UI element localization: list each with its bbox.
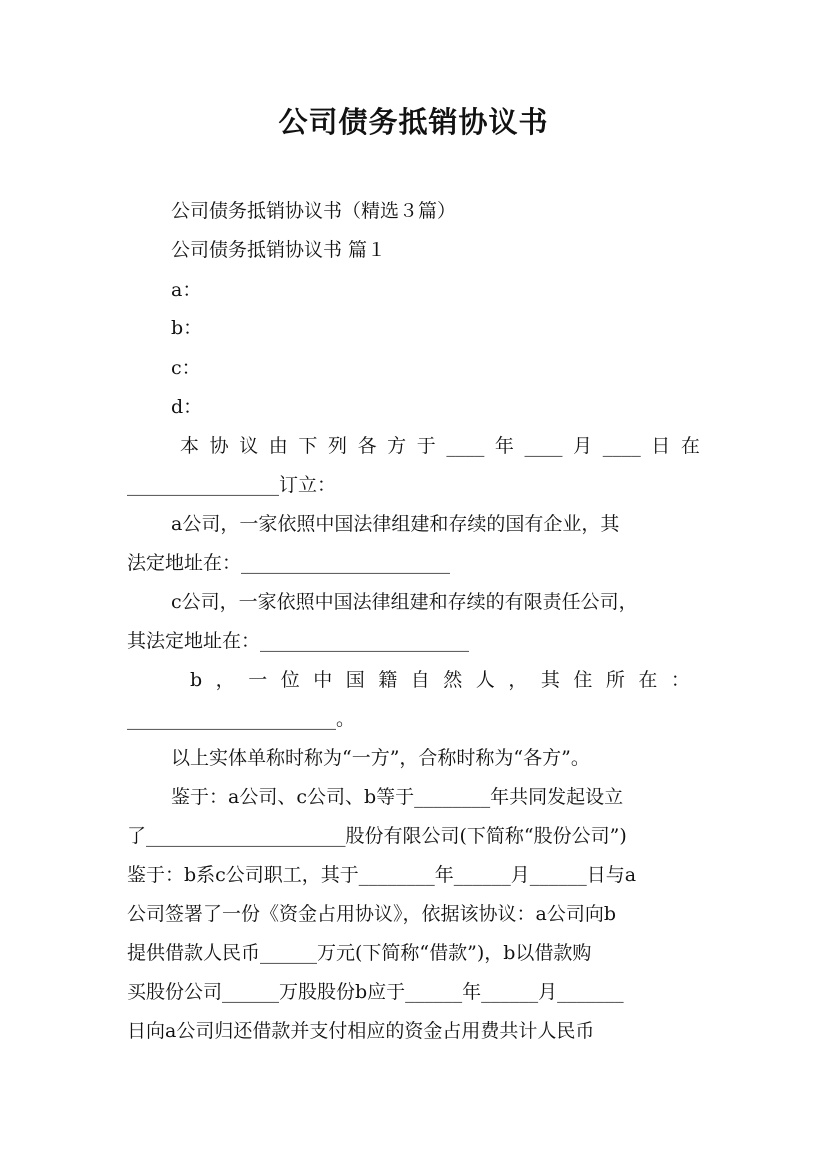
whereas-2-line-3: 提供借款人民币______万元(下简称“借款”)，b以借款购 <box>127 942 592 964</box>
party-b-desc-line-1 <box>190 668 690 692</box>
party-c-desc-line-2 <box>127 629 469 653</box>
intro-char: 在 <box>680 435 700 457</box>
party-a-address-blank: ______________________ <box>241 552 451 574</box>
party-b-label: b： <box>171 317 203 339</box>
intro-char: 议 <box>239 435 259 457</box>
party-c-address-label: 其法定地址在： <box>127 630 261 652</box>
whereas-2-line-5: 日向a公司归还借款并支付相应的资金占用费共计人民币 <box>127 1020 595 1042</box>
intro-blank: ____ <box>602 435 641 457</box>
party-b-char: 位 <box>280 669 300 691</box>
party-a-label: a： <box>171 279 202 301</box>
party-c-desc-line-1: c公司，一家依照中国法律组建和存续的有限责任公司， <box>171 591 638 613</box>
party-b-char: ， <box>215 669 235 691</box>
summary-line: 以上实体单称时称为“一方”，合称时称为“各方”。 <box>171 747 590 769</box>
whereas-1-line-1: 鉴于：a公司、c公司、b等于________年共同发起设立 <box>171 786 624 808</box>
document-title: 公司债务抵销协议书 <box>278 105 549 139</box>
party-b-char: 在 <box>638 669 658 691</box>
intro-char: 年 <box>494 435 514 457</box>
intro-char: 于 <box>416 435 436 457</box>
party-b-char: 籍 <box>378 669 398 691</box>
party-b-char: ， <box>508 669 528 691</box>
intro-place-blank: ________________ <box>127 474 279 496</box>
party-c-label: c： <box>171 357 201 379</box>
whereas-2-line-4: 买股份公司______万股股份b应于______年______月_______ <box>127 981 624 1003</box>
party-c-address-blank: ______________________ <box>260 630 470 652</box>
document-subtitle: 公司债务抵销协议书（精选３篇） <box>171 200 457 222</box>
intro-char: 本 <box>180 435 200 457</box>
whereas-1-line-2: 了_____________________股份有限公司(下简称“股份公司”) <box>127 825 627 847</box>
party-b-period: 。 <box>336 708 356 730</box>
whereas-2-line-1: 鉴于：b系c公司职工，其于________年______月______日与a <box>127 864 637 886</box>
whereas-2-line-2: 公司签署了一份《资金占用协议》，依据该协议：a公司向b <box>127 903 616 925</box>
party-b-char: 一 <box>248 669 268 691</box>
intro-line-2 <box>127 473 336 497</box>
party-b-char: 然 <box>443 669 463 691</box>
intro-char: 方 <box>387 435 407 457</box>
intro-char: 列 <box>327 435 347 457</box>
party-d-label: d： <box>171 396 203 418</box>
intro-char: 月 <box>573 435 593 457</box>
intro-char: 日 <box>651 435 671 457</box>
party-b-char: 中 <box>313 669 333 691</box>
intro-char: 下 <box>298 435 318 457</box>
party-a-desc-line-1: a公司，一家依照中国法律组建和存续的国有企业，其 <box>171 513 620 535</box>
party-b-address-blank: ______________________ <box>127 708 336 730</box>
party-b-desc-line-2 <box>127 707 355 731</box>
intro-char: 由 <box>268 435 288 457</box>
party-b-char: b <box>190 669 203 691</box>
party-b-char: 所 <box>605 669 625 691</box>
intro-line-1 <box>180 434 700 458</box>
party-b-char: 其 <box>540 669 560 691</box>
intro-char: 协 <box>209 435 229 457</box>
party-a-desc-line-2 <box>127 551 450 575</box>
section-heading: 公司债务抵销协议书 篇１ <box>171 239 387 261</box>
party-b-char: 人 <box>475 669 495 691</box>
party-b-char: 住 <box>573 669 593 691</box>
party-b-char: 国 <box>345 669 365 691</box>
intro-blank: ____ <box>446 435 485 457</box>
party-b-char: ： <box>670 669 690 691</box>
intro-signed-text: 订立： <box>279 474 337 496</box>
party-a-address-label: 法定地址在： <box>127 552 242 574</box>
intro-char: 各 <box>357 435 377 457</box>
party-b-char: 自 <box>410 669 430 691</box>
intro-blank: ____ <box>524 435 563 457</box>
